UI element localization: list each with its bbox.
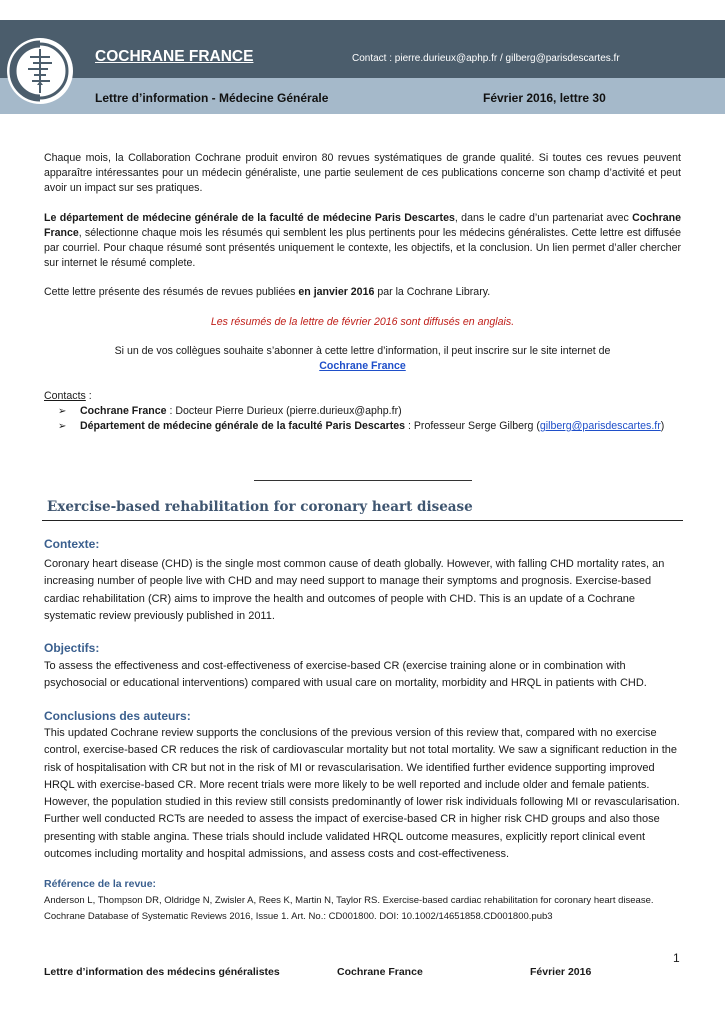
arrow-bullet-icon: ➢ <box>58 406 67 417</box>
intro-paragraph-2 <box>44 211 681 271</box>
intro-p2-text-1: , dans le cadre d’un partenariat avec <box>454 212 633 224</box>
language-note: Les résumés de la lettre de février 2016 sont diffusés en anglais. <box>210 316 515 328</box>
intro-paragraph-1: Chaque mois, la Collaboration Cochrane produit environ 80 revues systématiques de grande qualité. Si toutes ces revues peuvent apparaître intéressantes pour un médecin généraliste, une partie seulement de ces publications concerne son champ d’activité et peut avoir un impact sur ses pratiques. <box>44 152 681 194</box>
contact-org: Département de médecine générale de la faculté Paris Descartes <box>80 420 406 432</box>
context-text: Coronary heart disease (CHD) is the single most common cause of death globally. However, with falling CHD mortality rates, an increasing number of people live with CHD and may need support to manage their symptoms and prognosis. Exercise-based cardiac rehabilitation (CR) aims to improve the health and outcomes of people with CHD. This is an update of a Cochrane systematic review previously published in 2011. <box>44 558 665 622</box>
review-title-rule <box>42 520 683 521</box>
conclusions-text: This updated Cochrane review supports the conclusions of the previous version of this review that, compared with no exercise control, exercise-based CR reduces the risk of cardiovascular mortality but not total mortality. We saw a significant reduction in the risk of hospitalisation with CR but not in the risk of MI or revascularisation. We identified further evidence supporting improved HRQL with exercise-based CR. More recent trials were more likely to be well reported and include older and female patients. However, the population studied in this review still consists predominantly of lower risk individuals following MI or revascularisation. Further well conducted RCTs are needed to assess the impact of exercise-based CR in higher risk CHD groups and also those presenting with stable angina. These trials should include validated HRQL outcome measures, explicitly report clinical event outcomes including mortality and hospital admissions, and assess costs and cost-effectiveness. <box>44 727 680 861</box>
footer-right: Février 2016 <box>530 966 592 978</box>
contacts-section <box>44 389 681 434</box>
contact-item <box>58 419 681 434</box>
reference-text <box>44 893 694 925</box>
subscribe-paragraph <box>44 344 681 374</box>
cochrane-france-name: Cochrane France <box>44 212 681 239</box>
section-separator <box>254 480 472 481</box>
department-name: Le département de médecine générale de la faculté de médecine Paris Descartes <box>44 212 455 224</box>
intro-p3-text-1: Cette lettre présente des résumés de revues publiées <box>44 286 299 298</box>
contact-detail-close: ) <box>660 420 665 432</box>
header-contact: Contact : pierre.durieux@aphp.fr / gilberg@parisdescartes.fr <box>352 53 620 64</box>
cochrane-logo-icon <box>6 37 74 105</box>
subscribe-text: Si un de vos collègues souhaite s’abonner à cette lettre d’information, il peut inscrire sur le site internet de <box>114 345 611 357</box>
footer-center: Cochrane France <box>337 966 423 978</box>
contacts-label-suffix: : <box>85 390 92 402</box>
review-title: Exercise-based rehabilitation for coronary heart disease <box>47 499 473 515</box>
contact-org: Cochrane France <box>80 405 167 417</box>
contacts-list <box>44 404 681 434</box>
contact-detail: : Professeur Serge Gilberg ( <box>405 420 540 432</box>
intro-p2-text-2: , sélectionne chaque mois les résumés qui semblent les plus pertinents pour les médecins généralistes. Cette lettre est diffusée par courriel. Pour chaque résumé sont présentés uniquement le contexte, les objectifs, et la conclusion. Un lien permet d’aller chercher sur internet le résumé complete. <box>44 227 681 269</box>
intro-p3-text-2: par la Cochrane Library. <box>374 286 491 298</box>
publication-period: en janvier 2016 <box>298 286 375 298</box>
intro-paragraph-3 <box>44 285 681 300</box>
context-heading: Contexte: <box>44 537 100 551</box>
contact-detail: : Docteur Pierre Durieux (pierre.durieux@aphp.fr) <box>166 405 402 417</box>
contact-item <box>58 404 681 419</box>
page-number: 1 <box>673 951 680 965</box>
reference-line-2: Cochrane Database of Systematic Reviews 2016, Issue 1. Art. No.: CD001800. DOI: 10.1002/14651858.CD001800.pub3 <box>44 911 553 922</box>
newsletter-title: Lettre d’information - Médecine Générale <box>95 91 329 105</box>
objectives-text: To assess the effectiveness and cost-effectiveness of exercise-based CR (exercise training alone or in combination with psychosocial or educational interventions) compared with usual care on mortality, morbidity and HRQL in patients with CHD. <box>44 660 647 690</box>
gilberg-email-link[interactable]: gilberg@parisdescartes.fr <box>539 420 661 432</box>
conclusions-heading: Conclusions des auteurs: <box>44 709 191 723</box>
newsletter-date: Février 2016, lettre 30 <box>483 91 606 105</box>
reference-heading: Référence de la revue: <box>44 878 157 890</box>
objectives-heading: Objectifs: <box>44 641 100 655</box>
brand-title: COCHRANE FRANCE <box>95 48 254 65</box>
footer-left: Lettre d’information des médecins généralistes <box>44 966 280 978</box>
reference-line-1: Anderson L, Thompson DR, Oldridge N, Zwisler A, Rees K, Martin N, Taylor RS. Exercise-based cardiac rehabilitation for coronary heart disease. <box>44 895 654 906</box>
cochrane-france-link[interactable]: Cochrane France <box>319 360 406 372</box>
contacts-label: Contacts <box>44 390 86 402</box>
arrow-bullet-icon: ➢ <box>58 421 67 432</box>
